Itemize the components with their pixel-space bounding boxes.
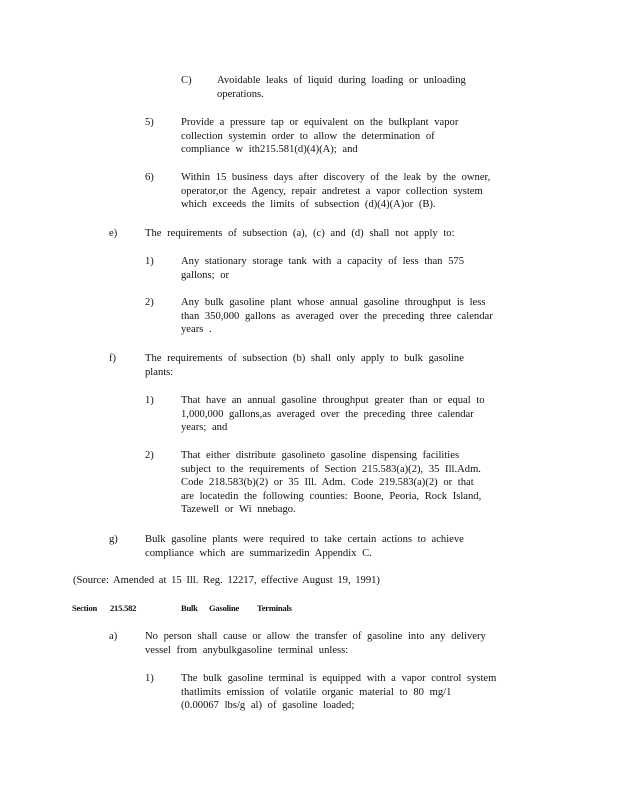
- item-text: That have an annual gasoline throughput greater than or equal to 1,000,000 gallons,as averaged over the preceding three calendar years; and: [181, 395, 485, 434]
- item-label: 6): [145, 172, 154, 183]
- item-label: g): [109, 534, 118, 545]
- item-text: The bulk gasoline terminal is equipped with a vapor control system thatlimits emission of volatile organic material to 80 mg/1 (0.00067 lbs/g al) of gasoline loaded;: [181, 673, 497, 712]
- item-label: a): [109, 631, 118, 642]
- item-label: e): [109, 228, 118, 239]
- section-title-1: Bulk: [181, 603, 198, 613]
- section-title-3: Terminals: [257, 603, 292, 613]
- item-label: 2): [145, 297, 154, 308]
- item-label: 5): [145, 117, 154, 128]
- section-word: Section: [72, 603, 98, 613]
- item-label: 1): [145, 256, 154, 267]
- item-text: Any stationary storage tank with a capacity of less than 575 gallons; or: [181, 256, 465, 281]
- item-label: 1): [145, 395, 154, 406]
- item-text: Avoidable leaks of liquid during loading or unloading operations.: [217, 75, 466, 100]
- item-text: The requirements of subsection (b) shall only apply to bulk gasoline plants:: [145, 353, 464, 378]
- item-text: No person shall cause or allow the transfer of gasoline into any delivery vessel from anybulkgasoline terminal unless:: [145, 631, 486, 656]
- item-label: 2): [145, 450, 154, 461]
- item-text: That either distribute gasolineto gasoline dispensing facilities subject to the requirements of Section 215.583(a)(2), 35 Ill.Adm. Code 218.583(b)(2) or 35 Ill. Adm. Code 219.583(a)(2) or that are locatedin the following counties: Boone, Peoria, Rock Island, Tazewell or Wi nnebago.: [181, 450, 482, 516]
- item-label: 1): [145, 673, 154, 684]
- item-text: Provide a pressure tap or equivalent on the bulkplant vapor collection systemin order to allow the determination of compliance w ith215.581(d)(4)(A); and: [181, 117, 459, 156]
- section-title-2: Gasoline: [209, 603, 240, 613]
- item-label: f): [109, 353, 117, 364]
- item-text: Bulk gasoline plants were required to take certain actions to achieve compliance which are summarizedin Appendix C.: [145, 534, 464, 559]
- item-text: Any bulk gasoline plant whose annual gasoline throughput is less than 350,000 gallons as averaged over the preceding three calendar years .: [181, 297, 493, 336]
- source-note: (Source: Amended at 15 Ill. Reg. 12217, effective August 19, 1991): [73, 575, 380, 586]
- item-text: Within 15 business days after discovery of the leak by the owner, operator,or the Agency, repair andretest a vapor collection system which exceeds the limits of subsection (d)(4)(A)or (B).: [181, 172, 491, 211]
- item-label: C): [181, 75, 192, 86]
- section-number: 215.582: [110, 603, 137, 613]
- item-text: The requirements of subsection (a), (c) and (d) shall not apply to:: [145, 228, 455, 239]
